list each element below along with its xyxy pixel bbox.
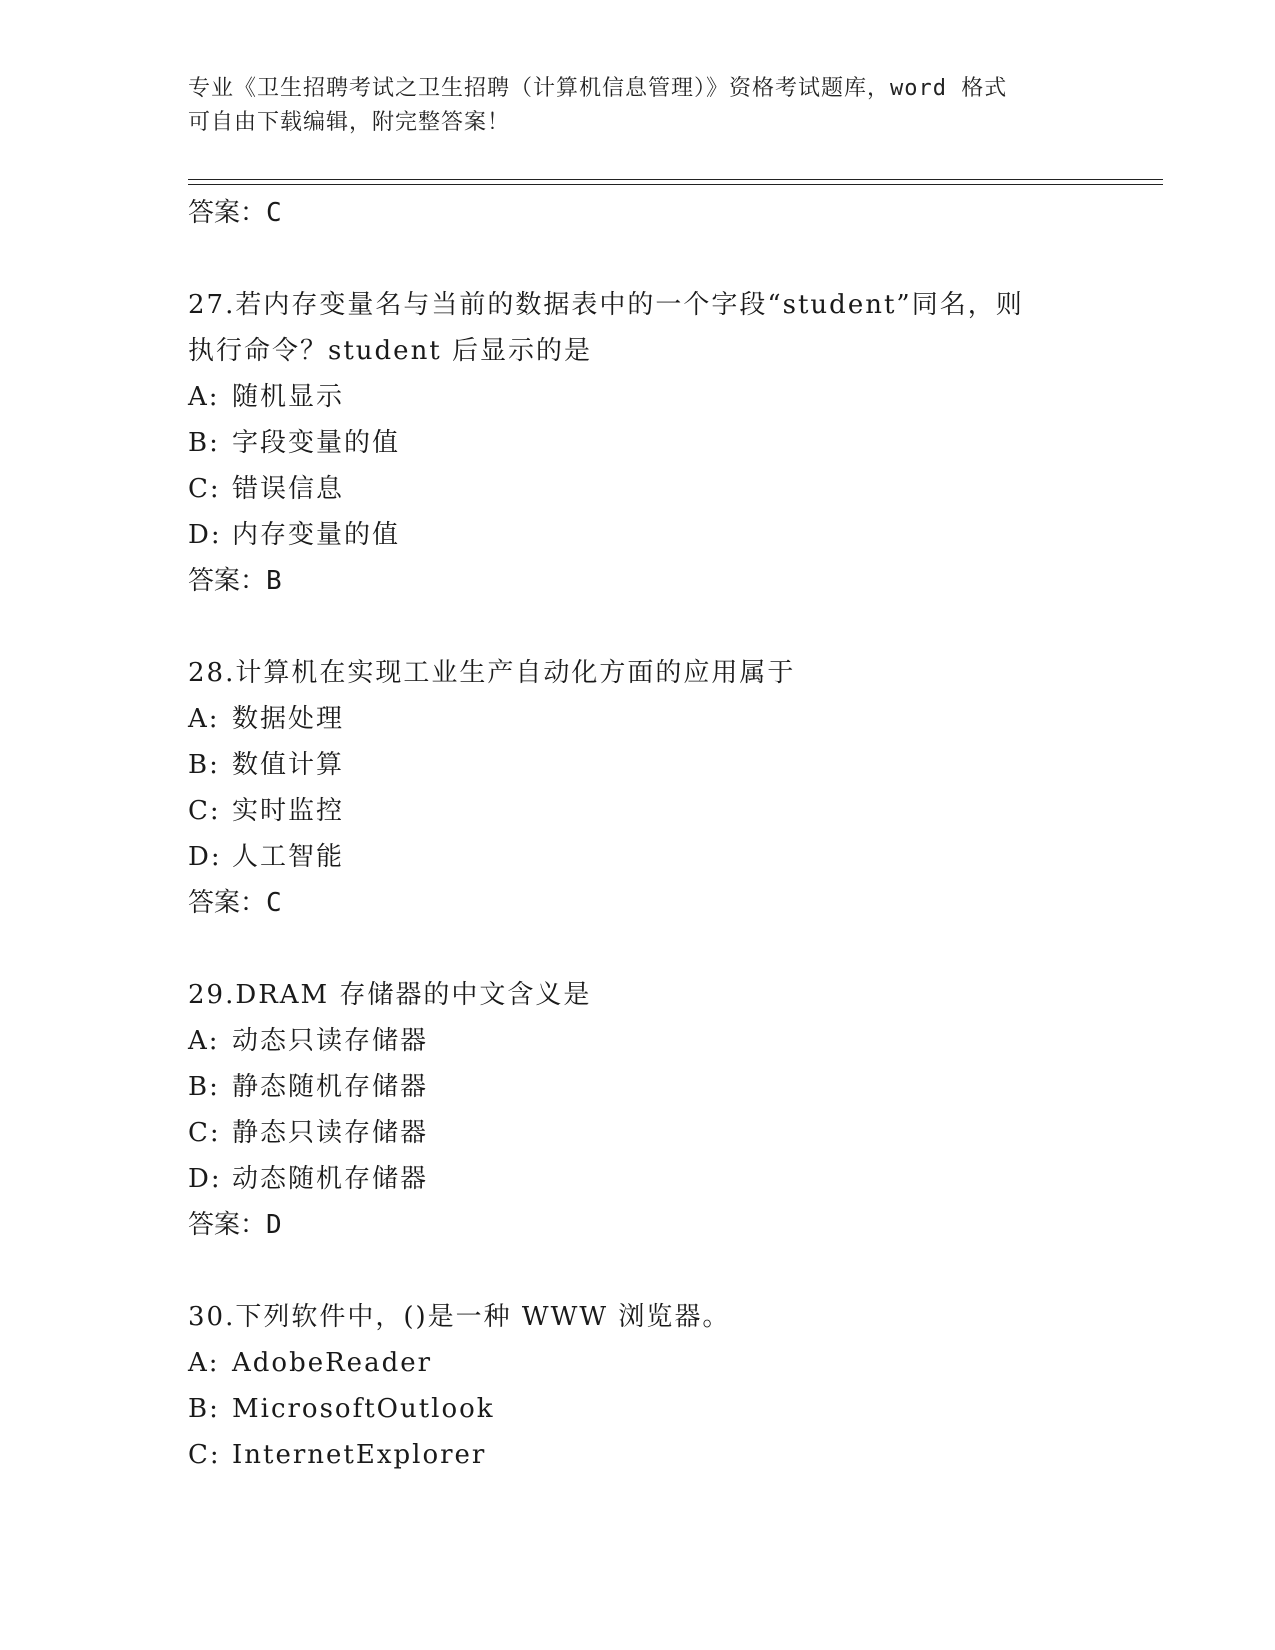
spacer (188, 604, 1148, 650)
option-a (188, 374, 1148, 420)
option-text: MicrosoftOutlook (232, 1394, 495, 1424)
option-d (188, 834, 1148, 880)
option-d (188, 512, 1148, 558)
option-letter: C: (188, 474, 221, 504)
option-text: 内存变量的值 (232, 520, 401, 550)
question-text-line: 执行命令？student 后显示的是 (188, 336, 593, 366)
option-b (188, 742, 1148, 788)
question-block (188, 650, 1148, 926)
option-text: 静态只读存储器 (232, 1118, 429, 1148)
answer-line: 答案：D (188, 1210, 282, 1240)
answer-line: 答案：B (188, 566, 282, 596)
header-line-2: 可自由下载编辑，附完整答案！ (188, 110, 511, 135)
answer-line: 答案：C (188, 888, 282, 918)
option-text: InternetExplorer (232, 1440, 487, 1470)
question-text-line: 29.DRAM 存储器的中文含义是 (188, 980, 592, 1010)
spacer (188, 236, 1148, 282)
document-header (188, 72, 1088, 140)
option-d (188, 1156, 1148, 1202)
option-letter: D: (188, 520, 222, 550)
option-text: 实时监控 (232, 796, 345, 826)
option-text: 随机显示 (232, 382, 345, 412)
header-divider-bottom (188, 184, 1163, 185)
question-text-line: 27.若内存变量名与当前的数据表中的一个字段“student”同名，则 (188, 290, 1024, 320)
option-letter: C: (188, 1440, 221, 1470)
option-text: 静态随机存储器 (232, 1072, 429, 1102)
option-c (188, 1432, 1148, 1478)
option-b (188, 1386, 1148, 1432)
option-b (188, 1064, 1148, 1110)
question-text-line: 30.下列软件中，()是一种 WWW 浏览器。 (188, 1302, 731, 1332)
option-text: 错误信息 (232, 474, 345, 504)
option-c (188, 466, 1148, 512)
spacer (188, 1248, 1148, 1294)
option-b (188, 420, 1148, 466)
question-block (188, 1294, 1148, 1478)
option-c (188, 788, 1148, 834)
answer-line: 答案：C (188, 198, 282, 228)
document-body (188, 190, 1148, 1478)
option-a (188, 1340, 1148, 1386)
option-letter: B: (188, 1072, 220, 1102)
option-letter: A: (188, 1026, 220, 1056)
question-block (188, 972, 1148, 1248)
option-letter: B: (188, 750, 220, 780)
option-letter: D: (188, 842, 222, 872)
option-text: 动态只读存储器 (232, 1026, 429, 1056)
question-text-line: 28.计算机在实现工业生产自动化方面的应用属于 (188, 658, 796, 688)
option-letter: C: (188, 796, 221, 826)
option-c (188, 1110, 1148, 1156)
header-divider-top (188, 179, 1163, 180)
option-text: 数值计算 (232, 750, 345, 780)
option-letter: C: (188, 1118, 221, 1148)
option-letter: A: (188, 704, 220, 734)
option-letter: B: (188, 1394, 220, 1424)
option-text: 动态随机存储器 (232, 1164, 429, 1194)
option-letter: A: (188, 382, 220, 412)
option-letter: B: (188, 428, 220, 458)
option-text: 字段变量的值 (232, 428, 401, 458)
spacer (188, 926, 1148, 972)
option-text: AdobeReader (232, 1348, 433, 1378)
option-a (188, 696, 1148, 742)
option-text: 人工智能 (232, 842, 345, 872)
header-line-1: 专业《卫生招聘考试之卫生招聘（计算机信息管理）》资格考试题库，word 格式 (188, 76, 1008, 101)
option-text: 数据处理 (232, 704, 345, 734)
question-block (188, 282, 1148, 604)
option-a (188, 1018, 1148, 1064)
option-letter: D: (188, 1164, 222, 1194)
option-letter: A: (188, 1348, 220, 1378)
